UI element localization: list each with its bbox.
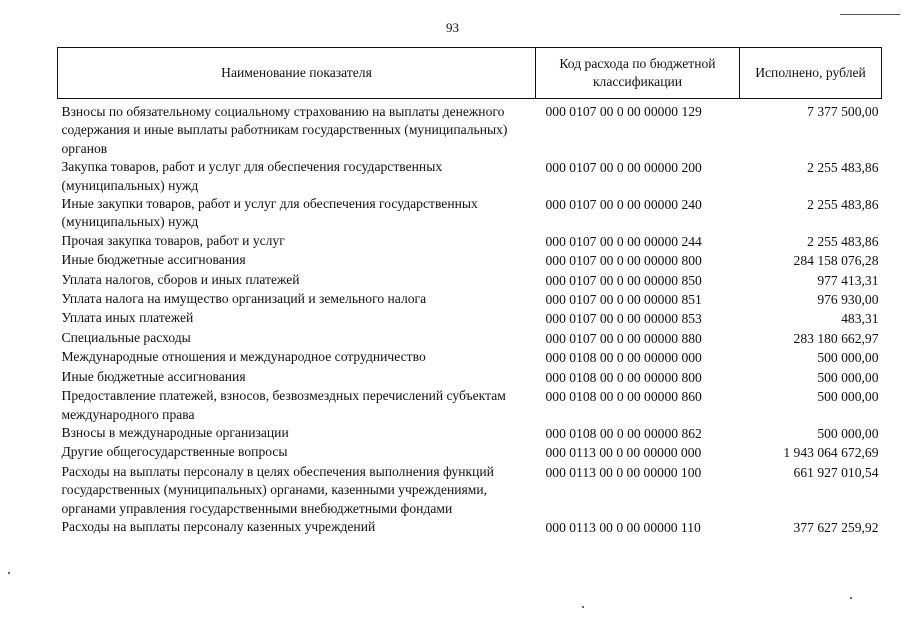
row-amount-cell: 500 000,00 [817, 350, 879, 366]
row-amount-cell: 500 000,00 [817, 389, 879, 405]
table-row [58, 424, 882, 443]
table-row [58, 368, 882, 387]
row-amount-cell: 2 255 483,86 [807, 197, 879, 213]
row-code-cell: 000 0107 00 0 00 00000 800 [545, 253, 702, 269]
row-code-cell: 000 0113 00 0 00 00000 110 [545, 519, 701, 535]
scan-speck [8, 572, 10, 574]
row-amount-cell: 283 180 662,97 [793, 330, 879, 346]
table-row [58, 329, 882, 348]
row-name-cell: Взносы в международные организации [61, 424, 289, 440]
row-name-cell: Специальные расходы [61, 329, 191, 345]
row-name-cell: Предоставление платежей, взносов, безвозмездных перечислений субъектам международного права [61, 388, 506, 422]
budget-execution-table [57, 47, 882, 537]
row-amount-cell: 483,31 [841, 311, 879, 327]
row-name-cell: Расходы на выплаты персоналу в целях обеспечения выполнения функций государственных (муниципальных) органами, казенными учреждениями, органами управления государственными внебюджетными фондами [61, 463, 494, 516]
scan-speck [850, 597, 852, 599]
row-code-cell: 000 0107 00 0 00 00000 850 [545, 272, 702, 288]
row-code-cell: 000 0107 00 0 00 00000 240 [545, 197, 702, 213]
row-code-cell: 000 0107 00 0 00 00000 129 [545, 104, 702, 119]
row-name-cell: Взносы по обязательному социальному страхованию на выплаты денежного содержания и иные выплаты работникам государственных (муниципальных) органов [61, 104, 508, 156]
row-code-cell: 000 0107 00 0 00 00000 200 [545, 160, 702, 176]
row-code-cell: 000 0107 00 0 00 00000 853 [545, 311, 702, 327]
row-code-cell: 000 0113 00 0 00 00000 000 [545, 445, 702, 461]
table-row [58, 195, 882, 232]
table-row [58, 271, 882, 290]
column-header-amount: Исполнено, рублей [740, 48, 882, 99]
row-name-cell: Иные бюджетные ассигнования [61, 368, 246, 384]
row-amount-cell: 2 255 483,86 [807, 233, 879, 249]
row-name-cell: Уплата налогов, сборов и иных платежей [61, 271, 300, 287]
row-amount-cell: 977 413,31 [817, 272, 879, 288]
row-amount-cell: 377 627 259,92 [793, 519, 879, 535]
row-amount-cell: 1 943 064 672,69 [783, 445, 879, 461]
row-amount-cell: 2 255 483,86 [807, 160, 879, 176]
table-row [58, 99, 882, 159]
row-code-cell: 000 0108 00 0 00 00000 000 [545, 350, 702, 366]
column-header-code: Код расхода по бюджетной классификации [536, 48, 740, 99]
row-name-cell: Международные отношения и международное сотрудничество [61, 349, 426, 365]
row-code-cell: 000 0107 00 0 00 00000 880 [545, 330, 702, 346]
table-row [58, 309, 882, 328]
scan-speck [582, 606, 584, 608]
row-amount-cell: 661 927 010,54 [793, 464, 879, 480]
row-code-cell: 000 0108 00 0 00 00000 800 [545, 369, 702, 385]
row-code-cell: 000 0108 00 0 00 00000 860 [545, 389, 702, 405]
row-amount-cell: 284 158 076,28 [793, 253, 879, 269]
row-name-cell: Иные бюджетные ассигнования [61, 252, 246, 268]
row-name-cell: Другие общегосударственные вопросы [61, 444, 288, 460]
row-name-cell: Прочая закупка товаров, работ и услуг [61, 232, 285, 248]
page-number: 93 [446, 20, 459, 35]
scan-corner-rule [840, 14, 900, 15]
row-name-cell: Иные закупки товаров, работ и услуг для обеспечения государственных (муниципальных) нужд [61, 196, 478, 230]
table-row [58, 348, 882, 367]
row-amount-cell: 7 377 500,00 [807, 104, 879, 119]
row-amount-cell: 976 930,00 [817, 292, 879, 308]
row-code-cell: 000 0107 00 0 00 00000 244 [545, 233, 702, 249]
row-name-cell: Уплата иных платежей [61, 310, 194, 326]
row-code-cell: 000 0107 00 0 00 00000 851 [545, 292, 702, 308]
column-header-name: Наименование показателя [58, 48, 536, 99]
table-row [58, 290, 882, 309]
table-row [58, 463, 882, 518]
table-row [58, 387, 882, 424]
row-code-cell: 000 0113 00 0 00 00000 100 [545, 464, 702, 480]
table-row [58, 232, 882, 251]
row-amount-cell: 500 000,00 [817, 425, 879, 441]
table-row [58, 158, 882, 195]
table-row [58, 518, 882, 537]
row-amount-cell: 500 000,00 [817, 369, 879, 385]
row-name-cell: Расходы на выплаты персоналу казенных учреждений [61, 518, 376, 534]
row-name-cell: Уплата налога на имущество организаций и земельного налога [61, 291, 427, 307]
row-code-cell: 000 0108 00 0 00 00000 862 [545, 425, 702, 441]
table-row [58, 443, 882, 462]
table-row [58, 251, 882, 270]
table-header-row [58, 48, 882, 99]
row-name-cell: Закупка товаров, работ и услуг для обеспечения государственных (муниципальных) нужд [61, 159, 443, 193]
